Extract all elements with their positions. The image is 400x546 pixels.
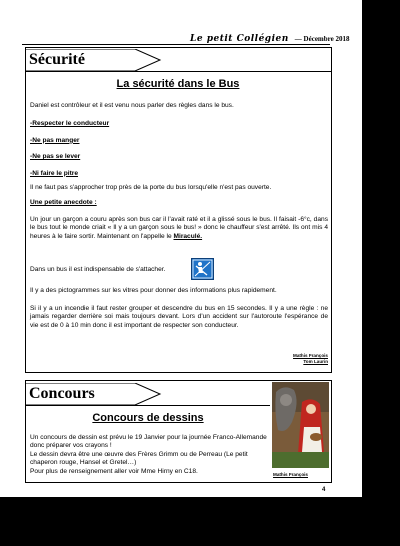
rule-item: -Ne pas se lever xyxy=(30,153,81,161)
pictograms-line: Il y a des pictogrammes sur les vitres pour donner des informations plus rapidement. xyxy=(30,287,277,294)
anecdote-text: Un jour un garçon a couru après son bus car il l'avait raté et il a glissé sous le bus. Il faisait -6°c, dans le bus tout le monde criait « Il y a un garçon sous le bus! » donc le chauffeur s'est arrêté. Ils ont mis 4 heures à le faire sortir. Maintenant on l'appelle le Miraculé. xyxy=(30,215,328,240)
rule-item: -Respecter le conducteur xyxy=(30,120,110,128)
article-body xyxy=(30,102,328,241)
intro-text: Daniel est contrôleur et il est venu nous parler des règles dans le bus. xyxy=(30,102,234,109)
viewer-margin xyxy=(362,0,400,497)
section-label: Sécurité xyxy=(29,51,85,68)
concours-author: Mathis François xyxy=(273,472,308,477)
concours-paragraph: Pour plus de renseignement aller voir Mme Hirny en C18. xyxy=(30,467,198,475)
banner-divider xyxy=(25,405,270,406)
securite-authors: Mathis François Tom Laurin xyxy=(293,353,328,364)
belt-line: Dans un bus il est indispensable de s'attacher. xyxy=(30,266,166,273)
section-label: Concours xyxy=(29,385,95,402)
banner-divider xyxy=(25,71,332,72)
issue-date: — Décembre 2018 xyxy=(294,35,350,43)
fire-paragraph: Si il y a un incendie il faut rester grouper et descendre du bus en 15 secondes. Il y a une règle : ne jamais regarder derrière soi mais toujours devant. Lors d'un accident sur l'autoroute l'espérance de vie est de 0 à 10 min donc il est important de respecter son conducteur. xyxy=(30,305,328,329)
article-title: Concours de dessins xyxy=(92,412,204,424)
concours-body xyxy=(30,434,270,476)
anecdote-heading: Une petite anecdote : xyxy=(30,199,97,207)
page-number: 4 xyxy=(322,487,326,493)
little-red-riding-hood-illustration xyxy=(272,382,329,468)
page-header xyxy=(190,34,350,44)
concours-paragraph: Le dessin devra être une œuvre des Frères Grimm ou de Perreau (Le petit chaperon rouge, Hansel et Gretel…) xyxy=(30,450,248,467)
journal-title: Le petit Collégien xyxy=(190,34,289,44)
header-rule xyxy=(22,44,330,45)
rule-item: -Ne pas manger xyxy=(30,136,80,144)
article-title: La sécurité dans le Bus xyxy=(116,78,240,90)
securite-banner xyxy=(25,49,195,71)
seatbelt-pictogram-icon xyxy=(191,258,214,280)
door-note: Il ne faut pas s'approcher trop près de la porte du bus lorsqu'elle n'est pas ouverte. xyxy=(30,184,272,192)
rule-item: -Ni faire le pitre xyxy=(30,169,79,177)
concours-paragraph: Un concours de dessin est prévu le 19 Janvier pour la journée Franco-Allemande donc préparer vos crayons ! xyxy=(30,434,267,450)
concours-banner xyxy=(25,383,195,405)
miracule-word: Miraculé. xyxy=(173,232,203,240)
